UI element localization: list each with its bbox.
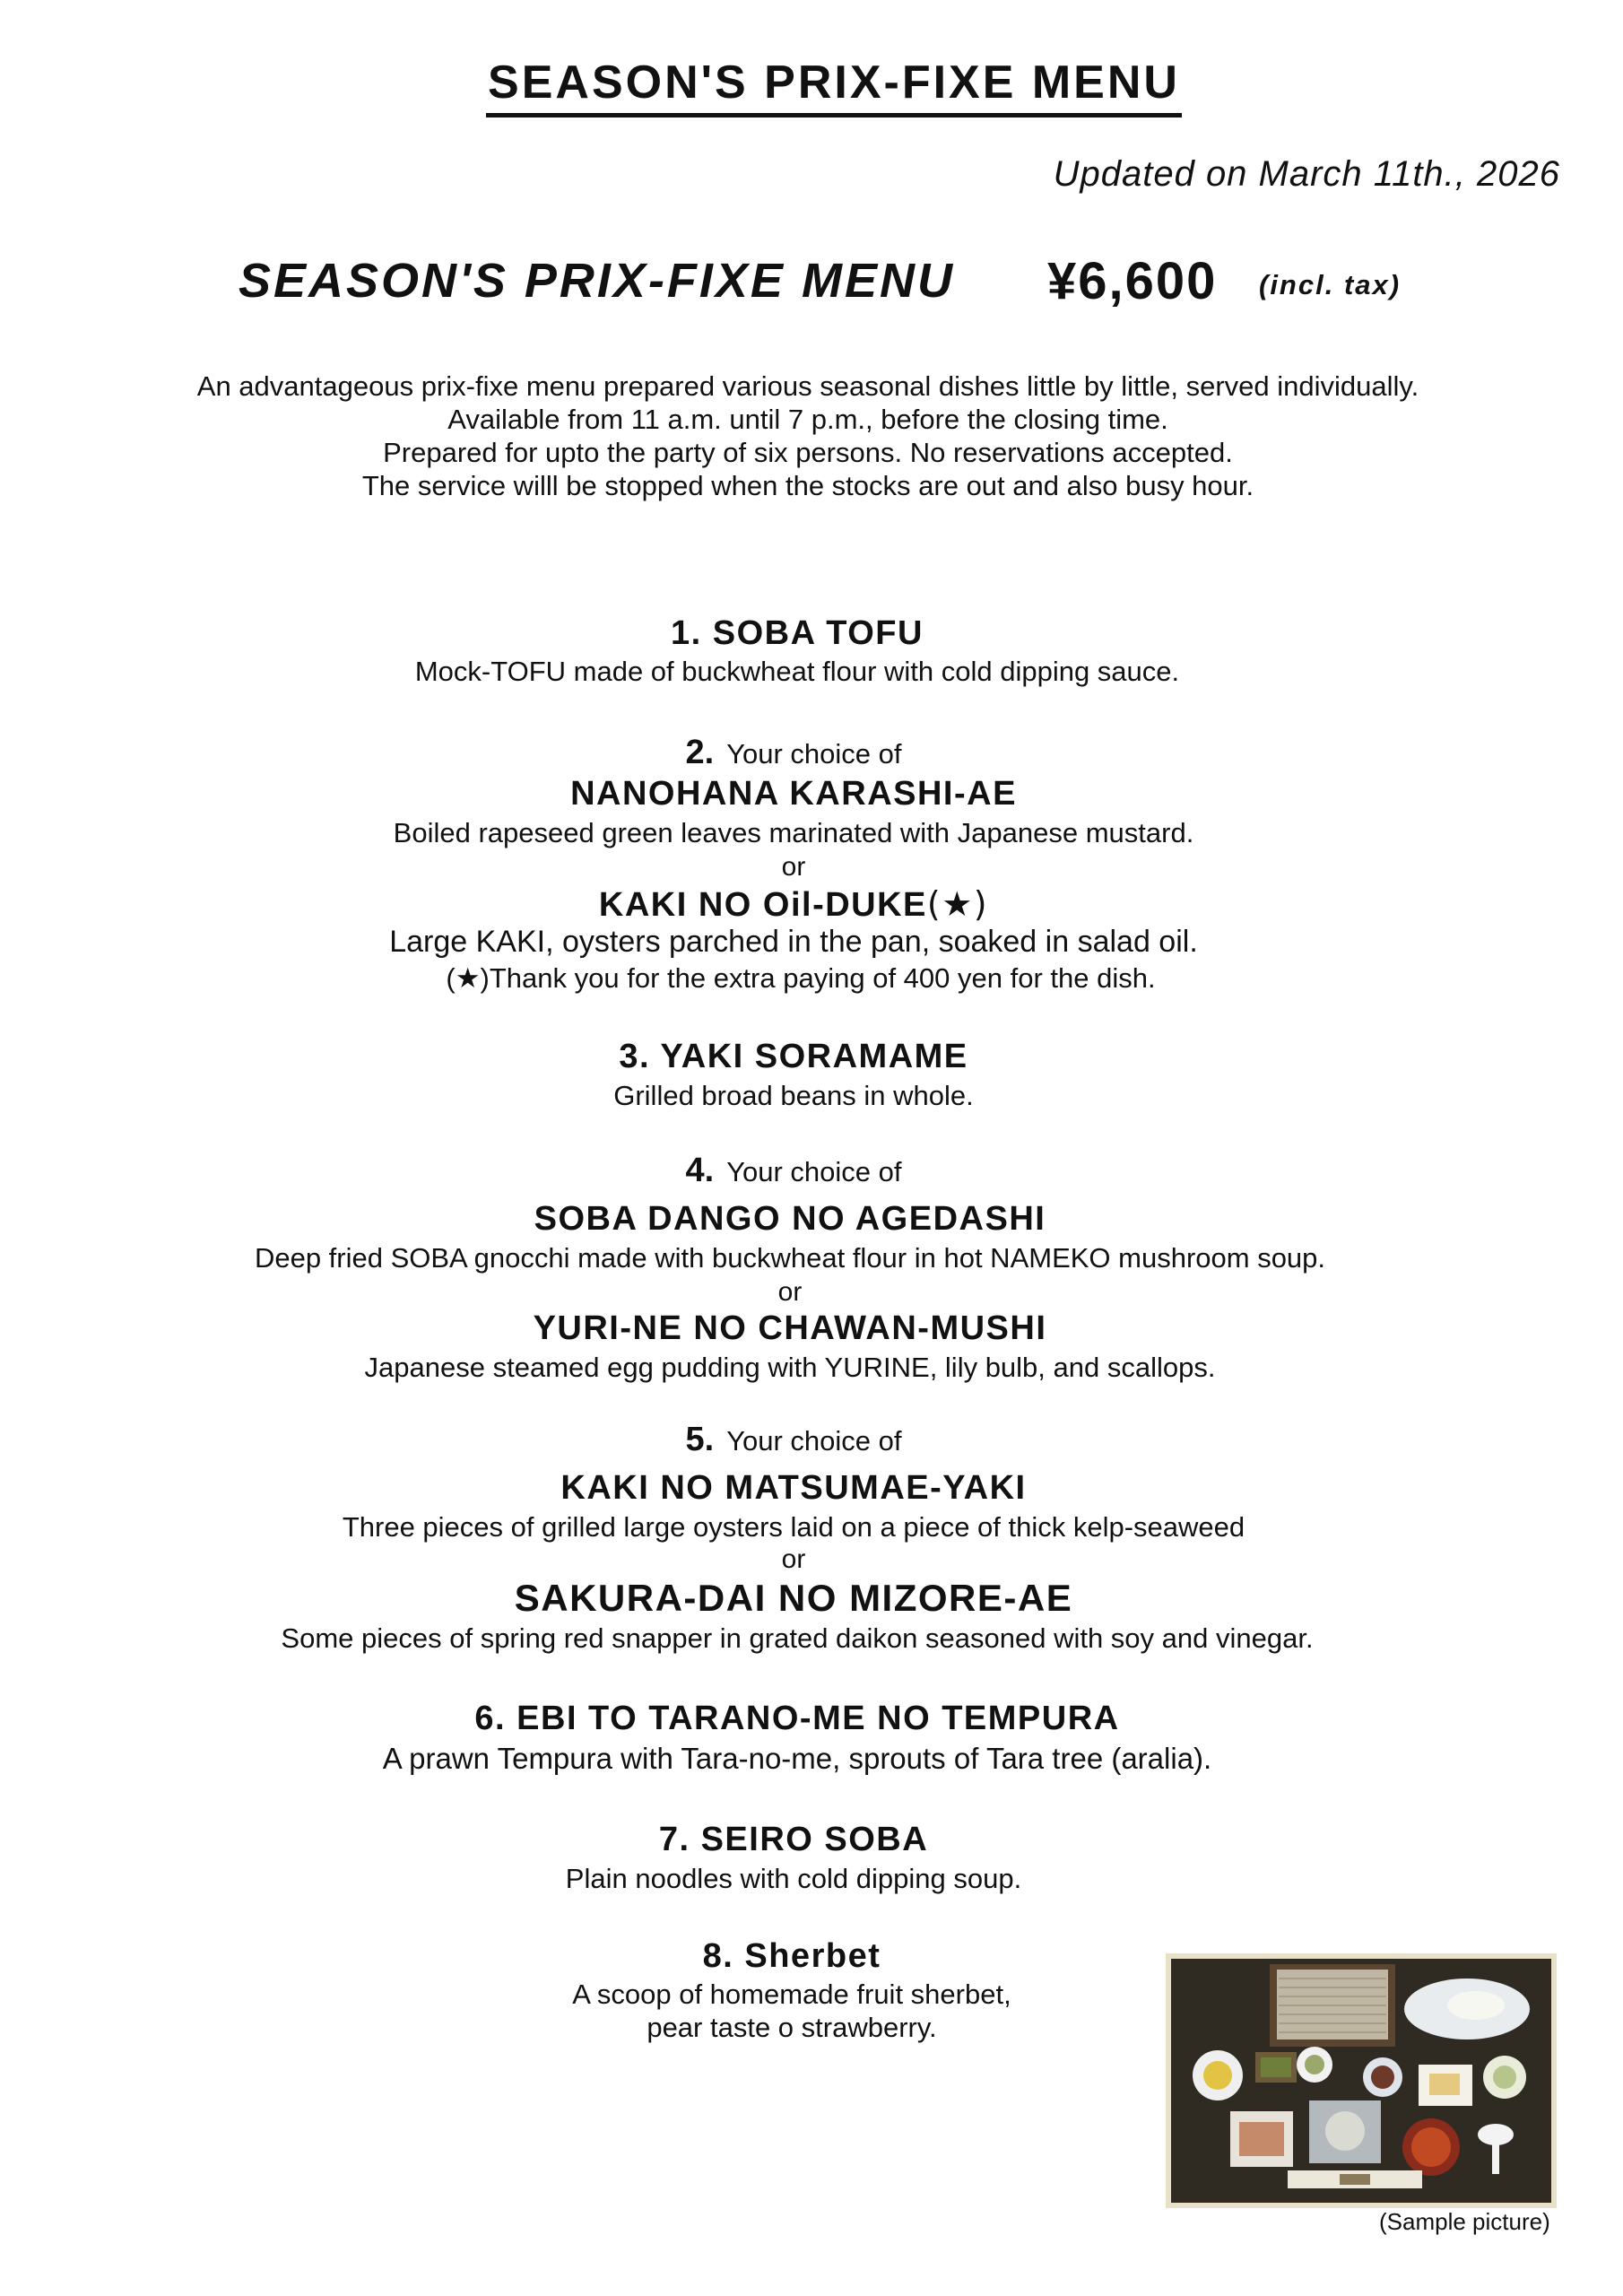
- tax-note: (incl. tax): [1259, 269, 1402, 300]
- course-2-desc-b: Large KAKI, oysters parched in the pan, soaked in salad oil.: [389, 925, 1198, 959]
- course-4-choice-text: Your choice of: [726, 1156, 902, 1187]
- course-2-note: (★)Thank you for the extra paying of 400 yen for the dish.: [446, 962, 1156, 994]
- intro-paragraph: [0, 370, 1623, 502]
- updated-date: Updated on March 11th., 2026: [1053, 154, 1560, 194]
- sample-photo-drawing: [1171, 1959, 1551, 2203]
- course-4-choice: [0, 1152, 1605, 1190]
- course-2-desc-a: Boiled rapeseed green leaves marinated with Japanese mustard.: [393, 817, 1194, 848]
- course-4-or: or: [777, 1277, 803, 1307]
- sample-photo: [1166, 1953, 1557, 2208]
- course-5-choice-text: Your choice of: [726, 1425, 902, 1457]
- star-icon: (★): [926, 884, 989, 924]
- page-title: [0, 56, 1623, 117]
- course-3-desc: Grilled broad beans in whole.: [613, 1080, 974, 1111]
- course-6-desc: A prawn Tempura with Tara-no-me, sprouts of Tara tree (aralia).: [382, 1742, 1212, 1775]
- course-4-dish-b: YURI-NE NO CHAWAN-MUSHI: [533, 1309, 1047, 1347]
- course-5-desc-b: Some pieces of spring red snapper in grated daikon seasoned with soy and vinegar.: [281, 1622, 1314, 1654]
- course-4-number: 4.: [685, 1152, 715, 1189]
- intro-line: Available from 11 a.m. until 7 p.m., before the closing time.: [447, 404, 1168, 435]
- course-5-dish-b: SAKURA-DAI NO MIZORE-AE: [514, 1577, 1073, 1619]
- course-1-title: 1. SOBA TOFU: [671, 614, 924, 652]
- course-4-dish-a: SOBA DANGO NO AGEDASHI: [534, 1200, 1046, 1238]
- course-2-dish-b: [0, 884, 1605, 925]
- intro-line: Prepared for upto the party of six persons. No reservations accepted.: [383, 437, 1233, 468]
- course-7-desc: Plain noodles with cold dipping soup.: [565, 1863, 1022, 1894]
- course-5-or: or: [781, 1544, 806, 1574]
- course-2-or: or: [781, 852, 806, 882]
- course-1-desc: Mock-TOFU made of buckwheat flour with cold dipping sauce.: [414, 656, 1180, 687]
- course-5-desc-a: Three pieces of grilled large oysters laid on a piece of thick kelp-seaweed: [342, 1511, 1245, 1543]
- course-2-choice-text: Your choice of: [726, 738, 902, 770]
- course-5-number: 5.: [685, 1421, 715, 1458]
- course-4-desc-b: Japanese steamed egg pudding with YURINE, lily bulb, and scallops.: [364, 1352, 1216, 1383]
- course-5-choice: [0, 1421, 1605, 1459]
- course-4-desc-a: Deep fried SOBA gnocchi made with buckwheat flour in hot NAMEKO mushroom soup.: [254, 1242, 1326, 1274]
- course-8-title: 8. Sherbet: [702, 1937, 881, 1975]
- course-6-title: 6. EBI TO TARANO-ME NO TEMPURA: [474, 1700, 1120, 1737]
- course-5-dish-a: KAKI NO MATSUMAE-YAKI: [560, 1469, 1027, 1507]
- menu-price: ¥6,600: [1047, 252, 1218, 310]
- photo-caption: (Sample picture): [1379, 2208, 1550, 2235]
- course-7-title: 7. SEIRO SOBA: [658, 1821, 929, 1858]
- course-2-choice: [0, 734, 1605, 772]
- course-8-desc-line-2: pear taste o strawberry.: [647, 2012, 937, 2043]
- course-2-number: 2.: [685, 734, 715, 771]
- course-8-desc-line-1: A scoop of homemade fruit sherbet,: [572, 1979, 1011, 2010]
- course-2-dish-b-text: KAKI NO Oil-DUKE: [598, 886, 927, 924]
- intro-line: An advantageous prix-fixe menu prepared various seasonal dishes little by little, served individually.: [196, 370, 1419, 402]
- menu-name: SEASON'S PRIX-FIXE MENU: [239, 254, 955, 308]
- course-2-dish-a: NANOHANA KARASHI-AE: [570, 775, 1017, 813]
- page-title-text: SEASON'S PRIX-FIXE MENU: [486, 56, 1182, 117]
- intro-line: The service willl be stopped when the stocks are out and also busy hour.: [361, 470, 1254, 501]
- course-3-title: 3. YAKI SORAMAME: [619, 1038, 968, 1075]
